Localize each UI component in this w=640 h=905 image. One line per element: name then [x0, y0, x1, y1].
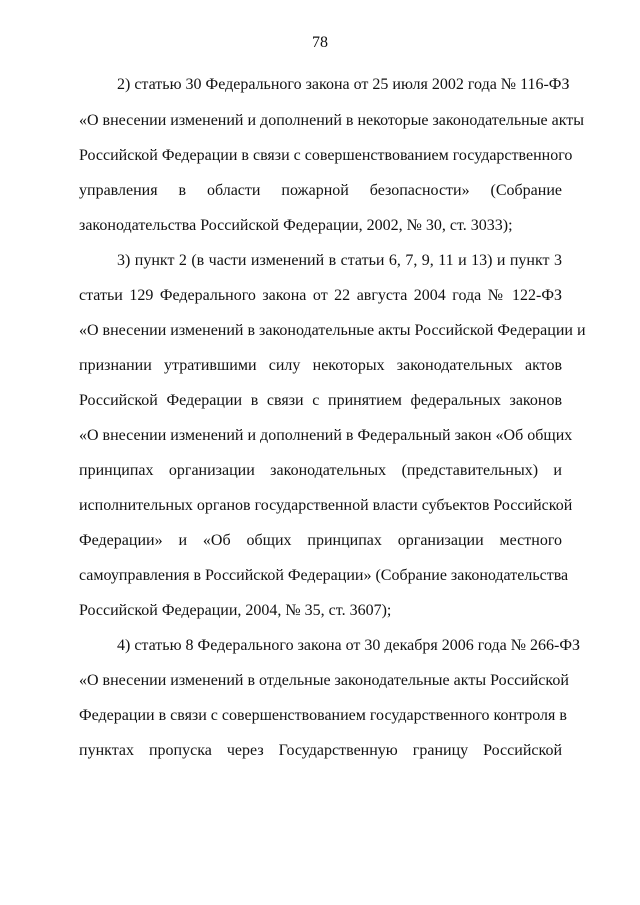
text-line: принципах организации законодательных (представительных) и — [79, 462, 562, 479]
page-number: 78 — [312, 34, 328, 51]
text-line: «О внесении изменений в отдельные законодательные акты Российской — [79, 672, 569, 689]
text-line: Федерации в связи с совершенствованием государственного контроля в — [79, 707, 567, 724]
text-line: 3) пункт 2 (в части изменений в статьи 6, 7, 9, 11 и 13) и пункт 3 — [117, 252, 562, 269]
text-line: пунктах пропуска через Государственную границу Российской — [79, 742, 562, 759]
text-line: Российской Федерации в связи с совершенствованием государственного — [79, 147, 573, 164]
text-line: 4) статью 8 Федерального закона от 30 декабря 2006 года № 266-ФЗ — [117, 637, 580, 654]
text-line: «О внесении изменений и дополнений в некоторые законодательные акты — [79, 112, 584, 129]
text-line: «О внесении изменений в законодательные акты Российской Федерации и — [79, 322, 586, 339]
text-line: управления в области пожарной безопасности» (Собрание — [79, 182, 562, 199]
text-line: Российской Федерации в связи с принятием федеральных законов — [79, 392, 562, 409]
text-line: статьи 129 Федерального закона от 22 августа 2004 года № 122-ФЗ — [79, 287, 562, 304]
text-line: Российской Федерации, 2004, № 35, ст. 3607); — [79, 602, 392, 619]
text-line: исполнительных органов государственной власти субъектов Российской — [79, 497, 573, 514]
text-line: признании утратившими силу некоторых законодательных актов — [79, 357, 562, 374]
text-line: самоуправления в Российской Федерации» (Собрание законодательства — [79, 567, 569, 584]
text-line: Федерации» и «Об общих принципах организации местного — [79, 532, 562, 549]
text-line: «О внесении изменений и дополнений в Федеральный закон «Об общих — [79, 427, 573, 444]
text-line: 2) статью 30 Федерального закона от 25 июля 2002 года № 116-ФЗ — [117, 76, 570, 93]
text-line: законодательства Российской Федерации, 2002, № 30, ст. 3033); — [79, 217, 513, 234]
